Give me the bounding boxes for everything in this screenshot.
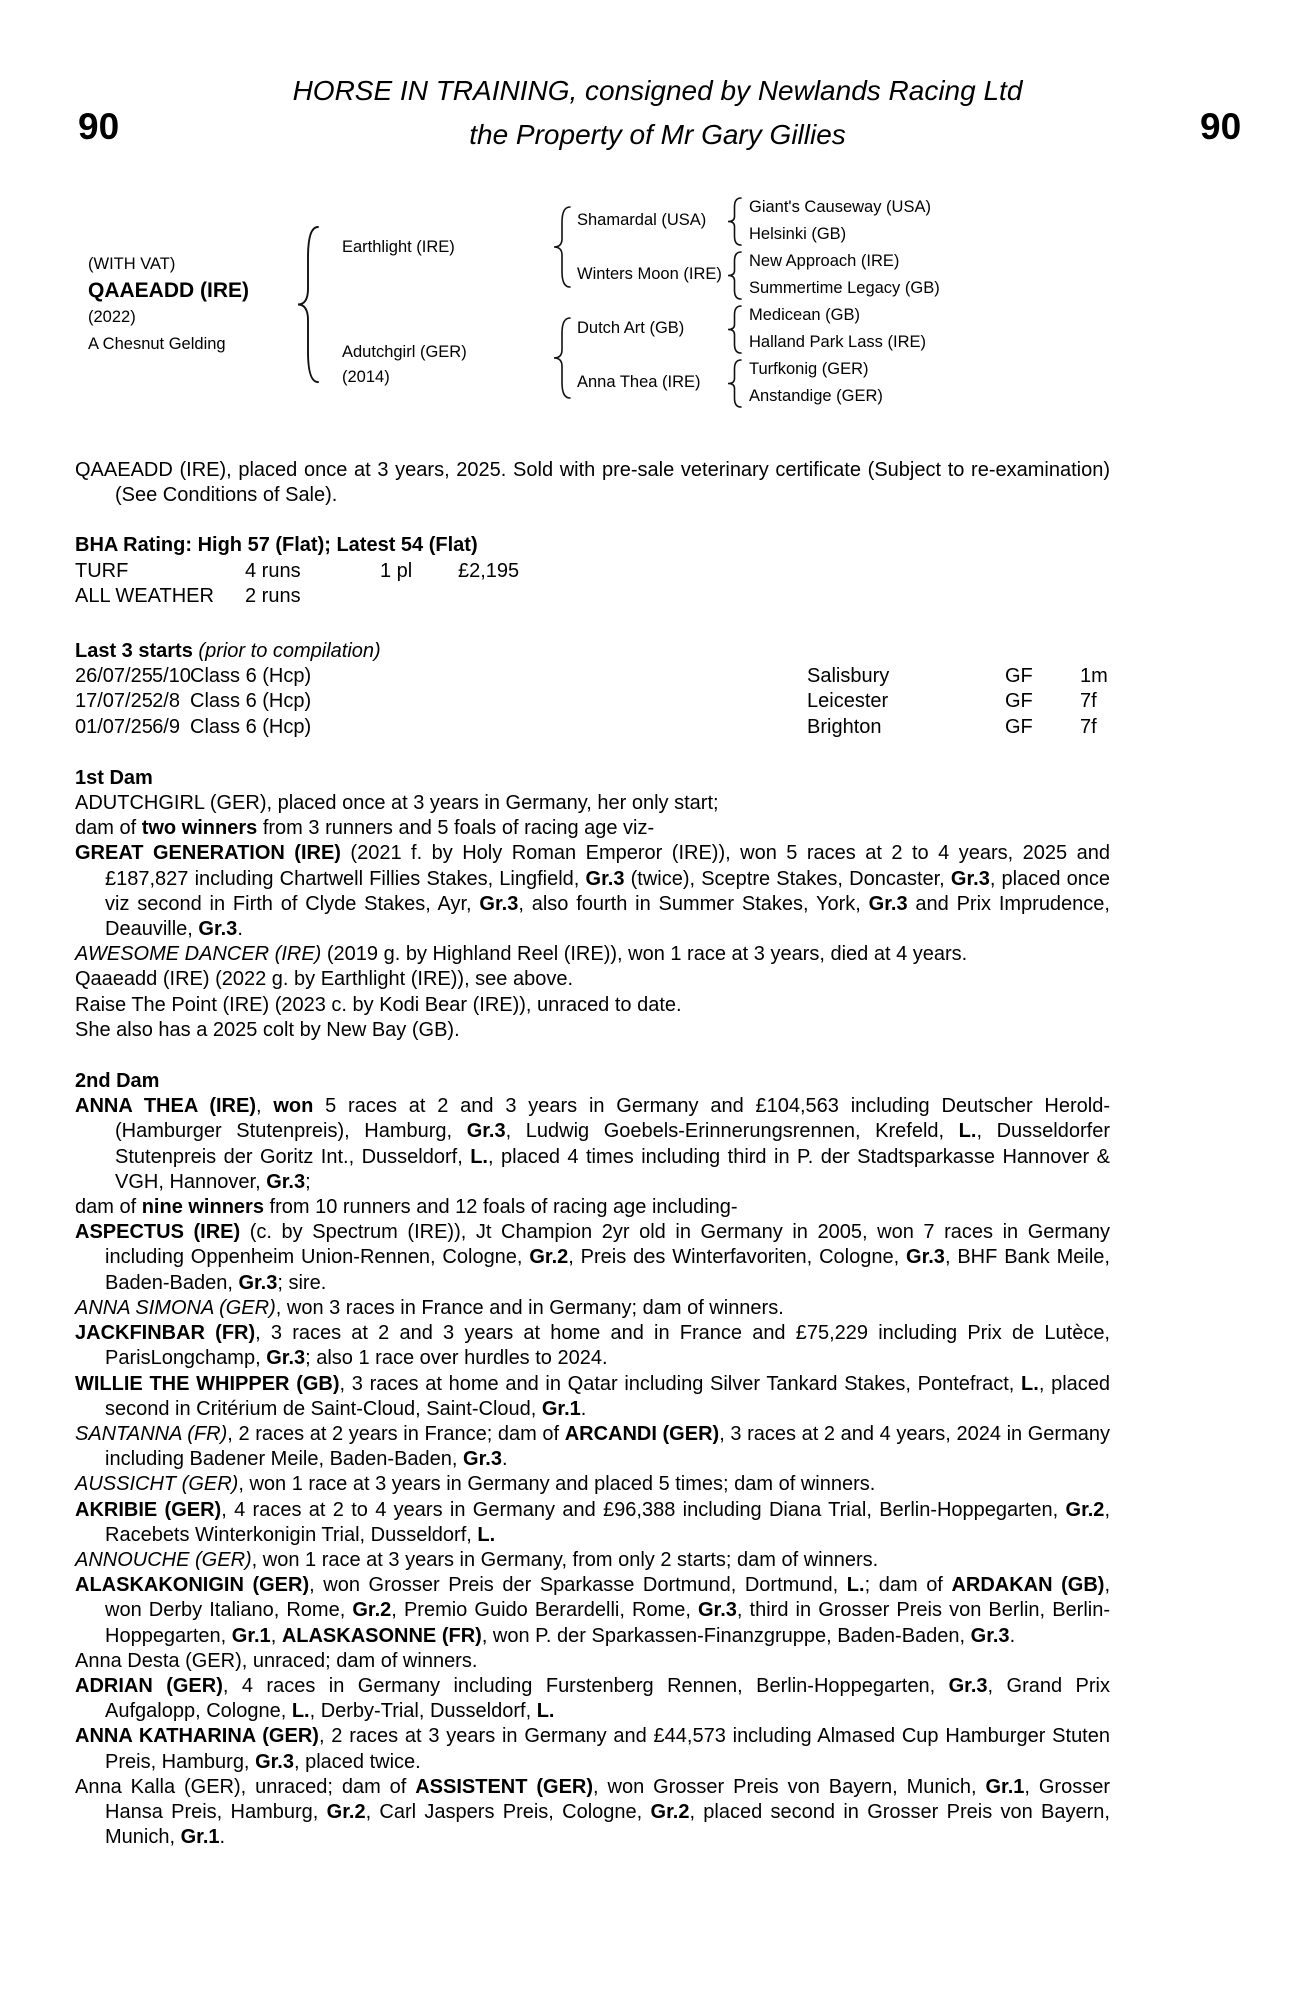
brace-icon bbox=[727, 305, 742, 354]
brace-icon bbox=[553, 206, 571, 288]
table-row bbox=[75, 559, 1110, 584]
dam1-intro: ADUTCHGIRL (GER), placed once at 3 years in Germany, her only start; bbox=[75, 792, 719, 815]
dam2-intro: ANNA THEA (IRE), won 5 races at 2 and 3 years in Germany and £104,563 including Deutscher Herold-(Hamburger Stutenpreis), Hamburg, Gr.3, Ludwig Goebels-Erinnerungsrennen, Krefeld, L., Dusseldorfer Stutenpreis der Goritz Int., Dusseldorf, L., placed 4 times including third in P. der Stadtsparkasse Hannover & VGH, Hannover, Gr.3; bbox=[75, 1095, 1110, 1193]
start-going: GF bbox=[1005, 690, 1033, 713]
brace-icon bbox=[727, 251, 742, 300]
vat-note: (WITH VAT) bbox=[88, 255, 176, 273]
pedigree-gen3-name: Summertime Legacy (GB) bbox=[749, 279, 940, 297]
entry-aspectus: ASPECTUS (IRE) (c. by Spectrum (IRE)), Jt Champion 2yr old in Germany in 2005, won 7 races in Germany including Oppenheim Union-Rennen, Cologne, Gr.2, Preis des Winterfavoriten, Cologne, Gr.3, BHF Bank Meile, Baden-Baden, Gr.3; sire. bbox=[75, 1221, 1111, 1294]
pedigree-gen2-name: Winters Moon (IRE) bbox=[577, 265, 722, 283]
lot-number-left: 90 bbox=[78, 106, 120, 147]
pedigree-gen2-name: Shamardal (USA) bbox=[577, 211, 707, 229]
entry-willie-the-whipper: WILLIE THE WHIPPER (GB), 3 races at home and in Qatar including Silver Tankard Stakes, Pontefract, L., placed second in Critérium de Saint-Cloud, Saint-Cloud, Gr.1. bbox=[75, 1372, 1111, 1420]
start-course: Salisbury bbox=[807, 665, 890, 688]
foaling-year: (2022) bbox=[88, 308, 136, 326]
start-course: Brighton bbox=[807, 715, 882, 738]
entry-anna-kalla: Anna Kalla (GER), unraced; dam of ASSISTENT (GER), won Grosser Preis von Bayern, Munich, Gr.1, Grosser Hansa Preis, Hamburg, Gr.2, Carl Jaspers Preis, Cologne, Gr.2, placed second in Grosser Preis von Bayern, Munich, Gr.1. bbox=[75, 1775, 1111, 1849]
last-starts-heading-italic: (prior to compilation) bbox=[198, 640, 381, 663]
pedigree-table bbox=[75, 198, 1235, 413]
entry-qaaeadd: Qaaeadd (IRE) (2022 g. by Earthlight (IRE)), see above. bbox=[75, 968, 574, 991]
catalogue-body bbox=[75, 458, 1110, 1850]
pedigree-gen3-name: Giant's Causeway (USA) bbox=[749, 198, 931, 216]
start-distance: 7f bbox=[1080, 690, 1097, 713]
pedigree-gen2-name: Anna Thea (IRE) bbox=[577, 373, 701, 391]
dam-year: (2014) bbox=[342, 368, 390, 386]
pedigree-gen3-name: Helsinki (GB) bbox=[749, 225, 847, 243]
brace-icon bbox=[297, 226, 319, 383]
lot-number-right: 90 bbox=[1200, 106, 1242, 147]
entry-santanna: SANTANNA (FR), 2 races at 2 years in France; dam of ARCANDI (GER), 3 races at 2 and 4 years, 2024 in Germany including Badener Meile, Baden-Baden, Gr.3. bbox=[75, 1422, 1110, 1471]
pedigree-gen3-name: New Approach (IRE) bbox=[749, 252, 900, 270]
entry-jackfinbar: JACKFINBAR (FR), 3 races at 2 and 3 years at home and in France and £75,229 including Prix de Lutèce, ParisLongchamp, Gr.3; also 1 race over hurdles to 2024. bbox=[75, 1322, 1110, 1370]
sale-note: QAAEADD (IRE), placed once at 3 years, 2025. Sold with pre-sale veterinary certificate (Subject to re-examination) (See Conditions of Sale). bbox=[75, 459, 1110, 507]
surface-label: ALL WEATHER bbox=[75, 584, 214, 607]
race-record-table bbox=[75, 559, 1110, 609]
dam-name: Adutchgirl (GER) bbox=[342, 343, 467, 361]
surface-label: TURF bbox=[75, 559, 129, 582]
pedigree-gen3-name: Medicean (GB) bbox=[749, 306, 860, 324]
entry-great-generation: GREAT GENERATION (IRE) (2021 f. by Holy Roman Emperor (IRE)), won 5 races at 2 to 4 years, 2025 and £187,827 including Chartwell Fillies Stakes, Lingfield, Gr.3 (twice), Sceptre Stakes, Doncaster, Gr.3, placed once viz second in Firth of Clyde Stakes, Ayr, Gr.3, also fourth in Summer Stakes, York, Gr.3 and Prix Imprudence, Deauville, Gr.3. bbox=[75, 842, 1110, 941]
start-date: 01/07/25 bbox=[75, 715, 153, 738]
last-starts-heading bbox=[75, 639, 1110, 664]
entry-raise-the-point: Raise The Point (IRE) (2023 c. by Kodi Bear (IRE)), unraced to date. bbox=[75, 993, 682, 1016]
entry-adrian: ADRIAN (GER), 4 races in Germany including Furstenberg Rennen, Berlin-Hoppegarten, Gr.3, Grand Prix Aufgalopp, Cologne, L., Derby-Trial, Dusseldorf, L. bbox=[75, 1674, 1110, 1723]
start-position: 2/8 bbox=[152, 690, 180, 713]
entry-anna-katharina: ANNA KATHARINA (GER), 2 races at 3 years in Germany and £44,573 including Almased Cup Hamburger Stuten Preis, Hamburg, Gr.3, placed twice. bbox=[75, 1725, 1110, 1773]
placings-value: 1 pl bbox=[380, 559, 413, 582]
earnings-value: £2,195 bbox=[458, 559, 520, 582]
pedigree-gen3-name: Halland Park Lass (IRE) bbox=[749, 333, 926, 351]
start-class: Class 6 (Hcp) bbox=[190, 690, 312, 713]
first-dam-heading: 1st Dam bbox=[75, 766, 153, 789]
bha-rating-heading: BHA Rating: High 57 (Flat); Latest 54 (Flat) bbox=[75, 534, 478, 557]
start-date: 26/07/25 bbox=[75, 665, 153, 688]
table-row bbox=[75, 584, 1110, 609]
pedigree-gen3-name: Turfkonig (GER) bbox=[749, 360, 869, 378]
entry-anna-desta: Anna Desta (GER), unraced; dam of winners. bbox=[75, 1649, 478, 1672]
start-distance: 1m bbox=[1080, 665, 1108, 688]
brace-icon bbox=[727, 359, 742, 408]
start-date: 17/07/25 bbox=[75, 690, 153, 713]
last-starts-table bbox=[75, 664, 1110, 740]
horse-description: A Chesnut Gelding bbox=[88, 335, 226, 353]
consignor-line: HORSE IN TRAINING, consigned by Newlands Racing Ltd bbox=[292, 75, 1023, 106]
pedigree-gen3-name: Anstandige (GER) bbox=[749, 387, 883, 405]
brace-icon bbox=[727, 197, 742, 246]
brace-icon bbox=[553, 317, 571, 399]
start-going: GF bbox=[1005, 665, 1033, 688]
dam1-produce-summary: dam of two winners from 3 runners and 5 foals of racing age viz- bbox=[75, 817, 655, 840]
runs-value: 4 runs bbox=[245, 559, 301, 582]
table-row bbox=[75, 664, 1110, 689]
table-row bbox=[75, 715, 1110, 740]
start-class: Class 6 (Hcp) bbox=[190, 715, 312, 738]
entry-anna-simona: ANNA SIMONA (GER), won 3 races in France and in Germany; dam of winners. bbox=[75, 1296, 784, 1319]
entry-aussicht: AUSSICHT (GER), won 1 race at 3 years in Germany and placed 5 times; dam of winners. bbox=[75, 1473, 876, 1496]
start-going: GF bbox=[1005, 715, 1033, 738]
pedigree-gen2-name: Dutch Art (GB) bbox=[577, 319, 685, 337]
start-distance: 7f bbox=[1080, 715, 1097, 738]
entry-alaskakonigin: ALASKAKONIGIN (GER), won Grosser Preis der Sparkasse Dortmund, Dortmund, L.; dam of ARDAKAN (GB), won Derby Italiano, Rome, Gr.2, Premio Guido Berardelli, Rome, Gr.3, third in Grosser Preis von Berlin, Berlin-Hoppegarten, Gr.1, ALASKASONNE (FR), won P. der Sparkassen-Finanzgruppe, Baden-Baden, Gr.3. bbox=[75, 1574, 1111, 1647]
sire-name: Earthlight (IRE) bbox=[342, 238, 455, 256]
start-position: 5/10 bbox=[152, 665, 191, 688]
second-dam-heading: 2nd Dam bbox=[75, 1070, 160, 1093]
entry-akribie: AKRIBIE (GER), 4 races at 2 to 4 years in Germany and £96,388 including Diana Trial, Berlin-Hoppegarten, Gr.2, Racebets Winterkonigin Trial, Dusseldorf, L. bbox=[75, 1498, 1110, 1546]
earnings-value bbox=[458, 584, 1110, 609]
last-starts-heading-bold: Last 3 starts bbox=[75, 640, 193, 663]
entry-awesome-dancer: AWESOME DANCER (IRE) (2019 g. by Highland Reel (IRE)), won 1 race at 3 years, died at 4 years. bbox=[75, 943, 968, 966]
runs-value: 2 runs bbox=[245, 584, 301, 607]
start-class: Class 6 (Hcp) bbox=[190, 665, 312, 688]
entry-annouche: ANNOUCHE (GER), won 1 race at 3 years in Germany, from only 2 starts; dam of winners. bbox=[75, 1548, 879, 1571]
dam2-produce-summary: dam of nine winners from 10 runners and 12 foals of racing age including- bbox=[75, 1196, 738, 1219]
start-position: 6/9 bbox=[152, 715, 180, 738]
start-course: Leicester bbox=[807, 690, 889, 713]
placings-value bbox=[380, 584, 458, 609]
dam1-footnote: She also has a 2025 colt by New Bay (GB). bbox=[75, 1018, 460, 1041]
horse-name: QAAEADD (IRE) bbox=[88, 279, 249, 302]
property-line: the Property of Mr Gary Gillies bbox=[469, 119, 846, 150]
table-row bbox=[75, 689, 1110, 714]
